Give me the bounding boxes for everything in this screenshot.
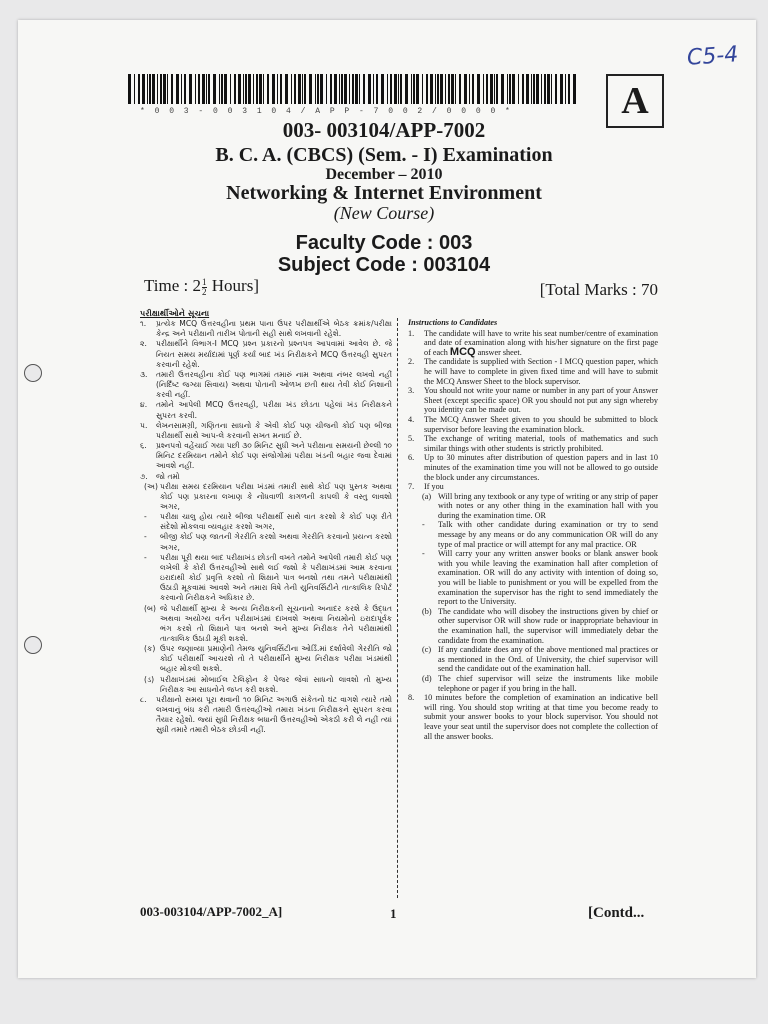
barcode-bar [326,74,327,104]
barcode-text: * 0 0 3 - 0 0 3 1 0 4 / A P P - 7 0 0 2 / 0 0 0 0 * [140,107,513,116]
barcode-bar [248,74,251,104]
barcode-bar [208,74,210,104]
barcode-bar [496,74,498,104]
barcode-bar [573,74,576,104]
barcode-bar [518,74,519,104]
barcode-bar [157,74,158,104]
barcode-bar [253,74,254,104]
barcode-bar [464,74,467,104]
continued-label: [Contd... [588,905,645,921]
barcode-bar [490,74,493,104]
barcode [128,74,580,104]
barcode-bar [568,74,570,104]
barcode-bar [163,74,166,104]
barcode-bar [298,74,301,104]
punch-hole [24,364,42,382]
barcode-bar [413,74,415,104]
barcode-bar [422,74,423,104]
barcode-bar [267,74,269,104]
barcode-bar [259,74,262,104]
barcode-bar [341,74,343,104]
barcode-bar [451,74,454,104]
barcode-bar [198,74,200,104]
gujarati-sub-instruction: (અ) પરીક્ષા સમય દરમિયાન પરીક્ષા ખંડમાં તમારી સાથે કોઈ પણ પુસ્તક અથવા કોઈ પણ પ્રકારના લખાણ કે નોંધવાળી કાગળની કાપલી કે વસ્તુ લાવશો અગર, [144,481,392,511]
barcode-bar [171,74,173,104]
barcode-bar [526,74,529,104]
barcode-bar [536,74,539,104]
exam-title: B. C. A. (CBCS) (Sem. - I) Examination [215,144,553,166]
subject-code: Subject Code : 003104 [277,254,491,276]
barcode-bar [147,74,148,104]
barcode-bar [376,74,378,104]
barcode-bar [560,74,563,104]
english-instruction: 6. Up to 30 minutes after distribution of question papers and in last 10 minutes of the examination time you will not be allowed to go outside the block under any circumstances. [408,453,658,482]
barcode-bar [285,74,288,104]
english-sub-instruction: (a) Will bring any textbook or any type of writing or any strip of paper with notes or any other thing in the examination hall with you during the examination time. OR [422,491,658,520]
barcode-bar [430,74,433,104]
barcode-bar [398,74,399,104]
barcode-bar [189,74,192,104]
barcode-bar [507,74,508,104]
barcode-bar [477,74,480,104]
barcode-bar [221,74,223,104]
barcode-bar [483,74,484,104]
barcode-bar [339,74,340,104]
barcode-bar [315,74,316,104]
barcode-bar [355,74,358,104]
gujarati-sub-instruction: (બ) જે પરીક્ષાર્થી મુખ્ય કે અન્ય નિરીક્ષકની સૂચનાનો અનાદર કરશે કે ઉદ્ધત અથવા અયોગ્ય વર્તન પરીક્ષાખંડમાં દાખવશે અથવા નિયમોનો ઇરાદાપૂર્વક ભંગ કરશે તો શિક્ષાને પાત્ર બનશે અને મુખ્ય નિરીક્ષક તેને પરીક્ષામાંથી તાત્કાલિક ઉઠાડી મૂકી શકશે. [144,603,392,643]
barcode-bar [304,74,306,104]
barcode-bar [277,74,278,104]
page-number: 1 [390,906,397,921]
english-sub-instruction: - Talk with other candidate during examination or try to send message by any means or do any communication OR will do any type of mal practice or will attempt for any mal practice. OR [422,520,658,549]
gujarati-sub-instruction: - પરીક્ષા ચાલુ હોય ત્યારે બીજા પરીક્ષાર્થી સાથે વાત કરશો કે કોઈ પણ રીતે સંદેશો મોકલવા વ્યવહાર કરશો અગર, [144,512,392,532]
barcode-bar [435,74,436,104]
barcode-bar [330,74,332,104]
paper-code: 003- 003104/APP-7002 [282,118,486,142]
barcode-bar [149,74,151,104]
barcode-bar [213,74,216,104]
barcode-bar [486,74,488,104]
barcode-bar [202,74,205,104]
barcode-bar [512,74,515,104]
barcode-bar [426,74,428,104]
punch-hole [24,636,42,654]
barcode-bar [160,74,162,104]
time-allowed: Time : 2 $\frac{1}{2}$ Hours] [144,276,259,297]
barcode-bar [349,74,350,104]
barcode-bar [448,74,450,104]
barcode-bar [238,74,241,104]
gujarati-sub-instruction: - બીજી કોઈ પણ જાતની ગેરરીતિ કરશો અથવા ગેરરીતિ કરવાનો પ્રયત્ન કરશો અગર, [144,532,392,552]
barcode-bar [394,74,397,104]
barcode-bar [411,74,412,104]
barcode-bar [440,74,443,104]
english-instruction: 4. The MCQ Answer Sheet given to you should be submitted to block supervisor before leaving the examination block. [408,414,658,434]
english-instructions [408,318,658,741]
barcode-bar [509,74,511,104]
barcode-bar [320,74,323,104]
subject-title: Networking & Internet Environment [226,182,542,204]
barcode-bar [416,74,419,104]
barcode-bar [405,74,408,104]
barcode-bar [142,74,145,104]
barcode-bar [547,74,550,104]
faculty-code: Faculty Code : 003 [295,232,473,254]
barcode-bar [138,74,140,104]
english-instruction: 8. 10 minutes before the completion of examination an indicative bell will ring. You should stop writing at that time you become ready to submit your answer books to your block supervisor. You should not leave your seat until the supervisor does not complete the collection of all the answer books. [408,693,658,741]
english-sub-instruction: (d) The chief supervisor will seize the instruments like mobile telephone or pager if you bring in the hall. [422,673,658,693]
barcode-bar [494,74,495,104]
barcode-bar [533,74,535,104]
gujarati-instructions [140,308,392,736]
barcode-bar [167,74,168,104]
english-instruction: 5. The exchange of writing material, tools of mathematics and such similar things with other students is strictly prohibited. [408,434,658,453]
barcode-bar [373,74,374,104]
barcode-bar [309,74,312,104]
gujarati-heading: પરીક્ષાર્થીઓને સૂચના [140,308,210,318]
barcode-bar [531,74,532,104]
gujarati-instruction: ૫. લેખનસામગ્રી, ગણિતના સાધનો કે એવી કોઈ પણ ચીજની કોઈ પણ બીજા પરીક્ષાર્થી સાથે આપ-લે કરવાની સખત મનાઈ છે. [140,420,392,440]
gujarati-sub-instruction: (ડ) પરીક્ષાખંડમાં મોબાઈલ ટેલિફોન કે પેજર જેવાં સાધનો લાવશો તો મુખ્ય નિરીક્ષક આ સાધનોને જપ્ત કરી શકશે. [144,674,392,694]
barcode-bar [256,74,258,104]
barcode-bar [368,74,371,104]
barcode-bar [263,74,264,104]
barcode-bar [291,74,292,104]
barcode-bar [224,74,227,104]
gujarati-instruction: ૭. જો તમો [140,471,180,481]
barcode-bar [472,74,474,104]
english-sub-instruction: (b) The candidate who will disobey the instructions given by chief or other supervisor OR will show rude or inappropriate behaviour in the examination hall, the supervisor will immediately debar the candidate from the examination. [422,606,658,645]
barcode-bar [459,74,461,104]
barcode-bar [469,74,470,104]
gujarati-instruction: ૨. પરીક્ષાર્થીને વિભાગ-I MCQ પ્રશ્ન પ્રકારનો પ્રશ્નપત્ર આપવામાં આવેલ છે. જે નિયત સમય મર્યાદામાં પૂર્ણ કર્યા બાદ ખંડ નિરીક્ષકને MCQ ઉત્તરવહી સુપરત કરવાની રહેશે. [140,339,392,369]
english-instruction: 7. If you [408,482,444,492]
barcode-bar [243,74,244,104]
barcode-bar [184,74,186,104]
footer-paper-code: 003-003104/APP-7002_A] [140,904,283,919]
english-instruction: 1. The candidate will have to write his seat number/centre of examination and date of examination along with his/her signature on the first page of each MCQ answer sheet. [408,328,658,358]
gujarati-instruction: ૩. તમારી ઉત્તરવહીના કોઈ પણ ભાગમાં તમારું નામ અથવા નંબર લખવો નહીં (નિર્દિષ્ટ જગ્યા સિવાય) અથવા પોતાની ઓળખ છતી થાય તેવી કોઈ નિશાની કરવી નહીં. [140,369,392,400]
barcode-bar [555,74,557,104]
barcode-bar [219,74,220,104]
gujarati-sub-instruction: - પરીક્ષા પૂરી થયા બાદ પરીક્ષાખંડ છોડતી વખતે તમોને આપેલી તમારી કોઈ પણ લખેલી કે કોરી ઉત્તરવહીઓ સાથે લઈ જશો કે પરીક્ષાખંડમાં આમ કરવાના ઇરાદાથી કોઈ પ્રવૃત્તિ કરશો તો શિક્ષાને પાત્ર બનશો તથા તમને પરીક્ષામાંથી ઉઠાડી મૂકવામાં આવશે અને તમારા વિષે તેની યુનિવર્સિટીને તાત્કાલિક રિપોર્ટ કરવાનો નિરીક્ષકને અધિકાર છે. [144,552,392,603]
barcode-bar [230,74,231,104]
barcode-bar [294,74,296,104]
gujarati-sub-instruction: (ક) ઉપર જણાવ્યા પ્રમાણેની તેમજ યુનિવર્સિટીના ઓર્ડિ.માં દર્શાવેલી ગેરરીતિ જો કોઈ પરીક્ષાર્થી આચરશે તો તે પરીક્ષાર્થીને મુખ્ય નિરીક્ષક પરીક્ષા ખંડમાંથી બહાર મોકલી શકશે. [144,644,392,674]
barcode-bar [400,74,402,104]
set-letter-box: A [606,74,664,128]
english-instruction: 3. You should not write your name or number in any part of your Answer Sheet (except specific space) OR you should not put any sign whereby you identity can be made out. [408,386,658,415]
barcode-bar [152,74,155,104]
gujarati-instruction: ૮. પરીક્ષાનો સમય પૂરા થવાની ૧૦ મિનિટ અગાઉ સંકેતનો ઘંટ વાગશે ત્યારે તમો લખવાનું બંધ કરી તમારી ઉત્તરવહીઓ તમારા ખંડના નિરીક્ષકને સુપરત કરવા તૈયાર રહેશો. જ્યાં સુધી નિરીક્ષક બધાની ઉત્તરવહીઓ એકઠી કરી લે નહીં ત્યાં સુધી તમારે તમારી બેઠક છોડવી નહીં. [140,694,392,735]
barcode-bar [128,74,131,104]
gujarati-instruction: ૪. તમોને આપેલી MCQ ઉત્તરવહી, પરીક્ષા ખંડ છોડતા પહેલાં ખંડ નિરીક્ષકને સુપરત કરવી. [140,400,392,420]
barcode-bar [344,74,347,104]
barcode-bar [363,74,365,104]
barcode-bar [551,74,552,104]
total-marks: [Total Marks : 70 [539,280,658,299]
handwritten-note: C5-4 [685,42,739,71]
barcode-bar [134,74,135,104]
barcode-bar [195,74,196,104]
barcode-bar [352,74,354,104]
barcode-bar [390,74,392,104]
barcode-bar [437,74,439,104]
english-sub-instruction: (c) If any candidate does any of the above mentioned mal practices or as mentioned in the Ord. of University, the chief supervisor will send the candidate out of the examination hall. [422,645,658,674]
barcode-bar [234,74,236,104]
gujarati-instruction: ૧. પ્રત્યેક MCQ ઉત્તરવહીના પ્રથમ પાના ઉપર પરીક્ષાર્થીએ બેઠક ક્રમાંક/પરીક્ષા કેન્દ્ર અને પરીક્ષાની તારીખ પોતાની સહી સાથે લખવાની રહેશે. [140,319,392,339]
barcode-bar [501,74,504,104]
barcode-bar [544,74,546,104]
gujarati-instruction: ૬. પ્રશ્નપત્રો વહેંચાઈ ગયા પછી ૩૦ મિનિટ સુધી અને પરીક્ષાના સમયની છેલ્લી ૧૦ મિનિટ દરમિયાન તમોને કોઈ પણ સંજોગોમાં પરીક્ષા ખંડની બહાર જવા દેવામાં આવશે નહીં. [140,441,392,471]
barcode-bar [272,74,275,104]
column-divider [397,318,398,898]
barcode-bar [541,74,542,104]
barcode-bar [181,74,182,104]
barcode-bar [522,74,524,104]
barcode-bar [359,74,360,104]
barcode-bar [302,74,303,104]
exam-session: December – 2010 [325,166,443,183]
english-sub-instruction: - Will carry your any written answer books or blank answer book with you while leaving the examination hall after completion of examination. OR will do any activity with intention of doing so, you will be liable to punishment or you will be expelled from the examination the supervisor has the right to send immediately the report to the University. [422,549,658,607]
barcode-bar [176,74,179,104]
barcode-bar [381,74,384,104]
english-instruction: 2. The candidate is supplied with Section - I MCQ question paper, which he will have to complete in given fixed time and will have to submit the MCQ Answer Sheet to the block supervisor. [408,357,658,386]
english-heading: Instructions to Candidates [408,318,498,327]
barcode-bar [455,74,456,104]
barcode-bar [245,74,247,104]
barcode-bar [317,74,319,104]
barcode-bar [334,74,337,104]
barcode-bar [565,74,566,104]
barcode-bar [445,74,446,104]
barcode-bar [387,74,388,104]
barcode-bar [206,74,207,104]
course-label: (New Course) [333,203,435,223]
barcode-bar [280,74,282,104]
